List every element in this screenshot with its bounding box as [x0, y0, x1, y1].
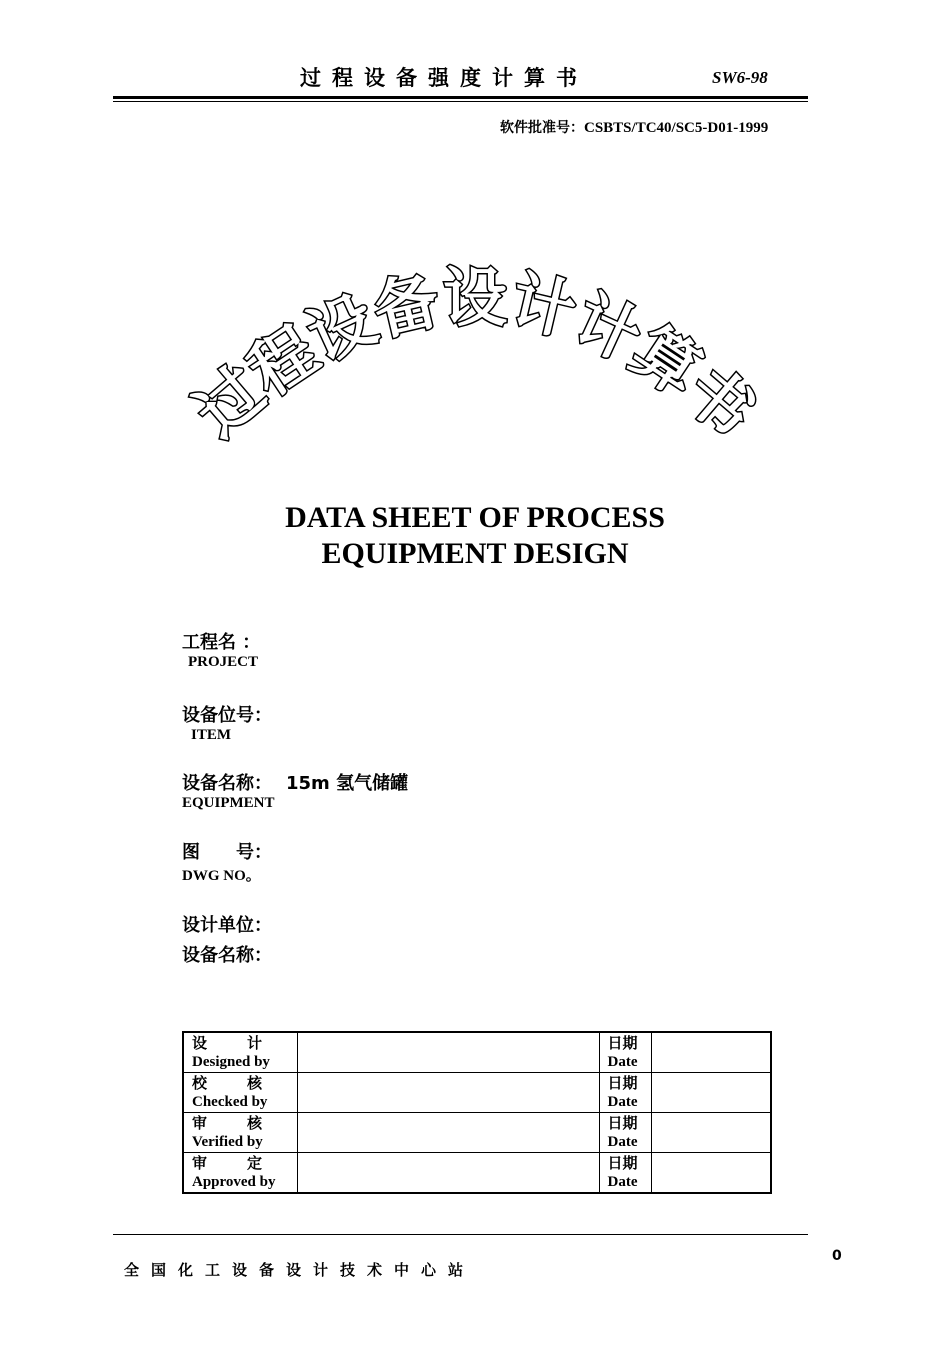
footer-organization: 全国化工设备设计技术中心站: [124, 1261, 476, 1279]
field-item: [182, 701, 272, 744]
arched-title: [180, 250, 770, 470]
software-version: SW6-98: [712, 68, 768, 87]
date-label-cell: [599, 1113, 651, 1153]
date-en: Date: [607, 1093, 638, 1110]
equipment-label-zh: 设备名称：: [182, 773, 272, 794]
role-cell: [183, 1073, 297, 1113]
english-title: [175, 500, 775, 572]
role-cell: [183, 1153, 297, 1194]
project-label-zh: 工程名 ：: [182, 632, 261, 653]
header-rule-thin: [113, 101, 808, 102]
page-number: 0: [832, 1248, 842, 1264]
approval-number: CSBTS/TC40/SC5-D01-1999: [584, 120, 769, 136]
design-unit-label: 设计单位：: [182, 915, 272, 936]
item-label-zh: 设备位号：: [182, 705, 272, 726]
role-zh-a: 设: [192, 1033, 208, 1052]
equipment-label-en: EQUIPMENT: [182, 795, 275, 811]
equipment-value: 15m 氢气储罐: [286, 773, 409, 794]
table-row: [183, 1153, 771, 1194]
role-zh-a: 校: [192, 1073, 208, 1092]
field-design-unit: [182, 911, 272, 967]
date-zh: 日期: [607, 1073, 638, 1092]
header-title: 过程设备强度计算书: [300, 66, 588, 90]
role-en: Designed by: [192, 1053, 270, 1070]
date-en: Date: [607, 1133, 638, 1150]
signature-cell: [297, 1032, 599, 1073]
date-value-cell: [651, 1032, 771, 1073]
field-equipment: [182, 769, 408, 812]
role-zh-b: 核: [246, 1073, 262, 1092]
signature-cell: [297, 1153, 599, 1194]
item-label-en: ITEM: [191, 727, 232, 743]
date-label-cell: [599, 1153, 651, 1194]
role-en: Verified by: [192, 1133, 263, 1150]
date-en: Date: [607, 1173, 638, 1190]
date-value-cell: [651, 1073, 771, 1113]
signature-cell: [297, 1073, 599, 1113]
role-en: Approved by: [192, 1173, 276, 1190]
equipment-name-label: 设备名称：: [182, 945, 272, 966]
software-approval: [500, 117, 768, 137]
date-label-cell: [599, 1032, 651, 1073]
role-zh-b: 计: [246, 1033, 262, 1052]
english-title-line1: DATA SHEET OF PROCESS: [285, 501, 665, 534]
role-zh-a: 审: [192, 1153, 208, 1172]
role-cell: [183, 1113, 297, 1153]
dwg-label-en: DWG NO。: [182, 868, 261, 884]
role-zh-a: 审: [192, 1113, 208, 1132]
field-dwg: [182, 838, 272, 885]
date-zh: 日期: [607, 1153, 638, 1172]
field-project: [182, 628, 260, 671]
footer-rule: [113, 1234, 808, 1235]
role-cell: [183, 1032, 297, 1073]
role-en: Checked by: [192, 1093, 268, 1110]
date-en: Date: [607, 1053, 638, 1070]
approval-label: 软件批准号：: [500, 120, 584, 136]
arched-title-text: [183, 262, 768, 451]
table-row: [183, 1073, 771, 1113]
date-value-cell: [651, 1153, 771, 1194]
date-value-cell: [651, 1113, 771, 1153]
signoff-table: [182, 1031, 772, 1194]
role-zh-b: 核: [246, 1113, 262, 1132]
project-label-en: PROJECT: [188, 654, 259, 670]
arched-title-path: 过程设备设计计算书: [182, 262, 768, 452]
table-row: [183, 1113, 771, 1153]
signature-cell: [297, 1113, 599, 1153]
header-rule-thick: [113, 96, 808, 99]
date-zh: 日期: [607, 1113, 638, 1132]
date-zh: 日期: [607, 1033, 638, 1052]
table-row: [183, 1032, 771, 1073]
dwg-label-zh: 图 号：: [182, 842, 272, 863]
date-label-cell: [599, 1073, 651, 1113]
role-zh-b: 定: [246, 1153, 262, 1172]
english-title-line2: EQUIPMENT DESIGN: [321, 537, 629, 570]
